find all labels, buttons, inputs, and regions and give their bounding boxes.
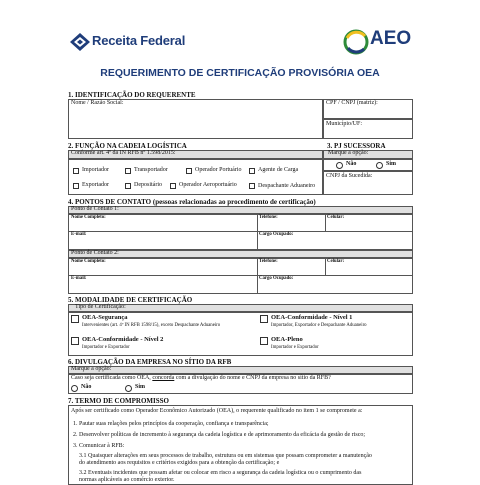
aeo-logo-text: AEO <box>370 28 412 49</box>
contato-1-email: E-mail: <box>71 232 87 237</box>
cpf-label: CPF / CNPJ (matriz): <box>326 100 378 106</box>
termo-compromisso <box>68 405 413 485</box>
tipo-certificacao: Tipo de Certificação: <box>68 304 413 312</box>
nome-field[interactable] <box>68 99 323 139</box>
modalidade-name: OEA-Pleno <box>271 336 303 343</box>
termo-intro: Após ser certificado como Operador Econômico Autorizado (OEA), o requerente qualificado no item 1 se compromete a: <box>71 408 363 414</box>
checkbox-oea-pleno[interactable] <box>260 337 268 345</box>
modalidade-name: OEA-Conformidade - Nível 1 <box>271 314 353 321</box>
contato-1-telefone: Telefone: <box>259 215 278 220</box>
municipio-field[interactable] <box>323 119 413 139</box>
contato-2-label: Ponto de Contato 2: <box>68 250 413 258</box>
checkbox-depositario[interactable] <box>125 183 131 189</box>
termo-item: 1. Pautar suas relações pelos princípios da cooperação, confiança e transparência; <box>73 421 269 427</box>
modalidade-desc: Intervenientes (art. 4º IN RFB 1598/15), exceto Despachante Aduaneiro <box>82 323 221 328</box>
modalidade-name: OEA-Segurança <box>82 314 128 321</box>
modalidade-name: OEA-Conformidade - Nível 2 <box>82 336 164 343</box>
modalidade-desc: Importador, Exportador e Despachante Aduaneiro <box>271 323 367 328</box>
radio-divulgacao-sim[interactable] <box>125 385 132 392</box>
option-label: Despachante Aduaneiro <box>258 183 316 189</box>
radio-divulgacao-sim-label: Sim <box>135 384 146 390</box>
contato-2-email: E-mail: <box>71 276 87 281</box>
radio-nao[interactable] <box>336 162 343 169</box>
divulgacao-marque: Marque a opção: <box>68 366 413 374</box>
radio-divulgacao-nao-label: Não <box>81 384 92 390</box>
section-2-subtitle: Conforme art. 4º da IN RFB nº 1.598/2015: <box>68 150 323 159</box>
section-5-title: 5. MODALIDADE DE CERTIFICAÇÃO <box>68 296 193 304</box>
contato-1-nome: Nome Completo: <box>71 215 106 220</box>
contato-1-celular: Celular: <box>327 215 345 220</box>
divulgacao-question: Caso seja certificada como OEA, concorda com a divulgação do nome e CNPJ da empresa no sítio da RFB? <box>71 375 331 381</box>
modalidade-desc: Importador e Exportador <box>271 345 319 350</box>
pj-options <box>323 159 413 171</box>
termo-item: 3.2 Eventuais incidentes que possam afetar ou colocar em risco a segurança da cadeia logística ou o cumprimento das <box>79 470 362 476</box>
termo-item: 2. Desenvolver políticas de incremento à segurança da cadeia logística e de aprimoramento da eficácia da gestão de risco; <box>73 432 366 438</box>
radio-sim[interactable] <box>376 162 383 169</box>
option-label: Depositário <box>134 182 162 188</box>
option-label: Agente de Carga <box>258 167 299 173</box>
checkbox-agente-carga[interactable] <box>249 168 255 174</box>
cpf-field[interactable] <box>323 99 413 119</box>
radio-sim-label: Sim <box>386 161 397 167</box>
termo-item: 3.1 Quaisquer alterações em seus processos de trabalho, estrutura ou em sistemas que possam comprometer a manutenção <box>79 453 372 459</box>
checkbox-operador-aeroportuario[interactable] <box>170 183 176 189</box>
contato-1-block <box>68 214 413 250</box>
section-1-title: 1. IDENTIFICAÇÃO DO REQUERENTE <box>68 91 196 99</box>
contato-2-nome: Nome Completo: <box>71 259 106 264</box>
cnpj-sucedida-label: CNPJ da Sucedida: <box>326 173 373 179</box>
pj-marque: Marque a opção: <box>323 150 413 159</box>
section-6-title: 6. DIVULGAÇÃO DA EMPRESA NO SÍTIO DA RFB <box>68 358 232 366</box>
cnpj-sucedida-field[interactable] <box>323 171 413 195</box>
termo-item: do atendimento aos requisitos e critérios exigidos para a obtenção da certificação; e <box>79 460 280 466</box>
municipio-label: Município/UF: <box>326 121 363 127</box>
option-label: Transportador <box>134 167 168 173</box>
section-4-title: 4. PONTOS DE CONTATO (pessoas relacionadas ao procedimento de certificação) <box>68 198 316 206</box>
radio-nao-label: Não <box>346 161 357 167</box>
option-label: Operador Portuário <box>195 167 242 173</box>
option-label: Exportador <box>82 182 109 188</box>
contato-1-label: Ponto de Contato 1: <box>68 206 413 214</box>
aeo-logo <box>342 26 414 60</box>
checkbox-transportador[interactable] <box>125 168 131 174</box>
checkbox-oea-seguranca[interactable] <box>71 315 79 323</box>
divulgacao-block <box>68 374 413 394</box>
contato-2-block <box>68 258 413 294</box>
contato-2-celular: Celular: <box>327 259 345 264</box>
checkbox-oea-conformidade-2[interactable] <box>71 337 79 345</box>
termo-item: normas aplicáveis ao comércio exterior. <box>79 477 175 483</box>
checkbox-operador-portuario[interactable] <box>186 168 192 174</box>
checkbox-despachante[interactable] <box>249 183 255 189</box>
contato-1-cargo: Cargo Ocupado: <box>259 232 294 237</box>
section-7-title: 7. TERMO DE COMPROMISSO <box>68 397 169 405</box>
radio-divulgacao-nao[interactable] <box>71 385 78 392</box>
checkbox-exportador[interactable] <box>73 183 79 189</box>
contato-2-cargo: Cargo Ocupado: <box>259 276 294 281</box>
page-title: REQUERIMENTO DE CERTIFICAÇÃO PROVISÓRIA OEA <box>100 67 380 79</box>
contato-2-telefone: Telefone: <box>259 259 278 264</box>
termo-item: 3. Comunicar à RFB: <box>73 443 125 449</box>
section-2-title: 2. FUNÇÃO NA CADEIA LOGÍSTICA <box>68 142 187 150</box>
modalidade-desc: Importador e Exportador <box>82 345 130 350</box>
org-name: Receita Federal <box>92 33 186 48</box>
checkbox-oea-conformidade-1[interactable] <box>260 315 268 323</box>
option-label: Operador Aeroportuário <box>179 182 237 188</box>
nome-label: Nome / Razão Social: <box>71 100 124 106</box>
funcao-options <box>68 159 323 195</box>
option-label: Importador <box>82 167 109 173</box>
section-3-title: 3. PJ SUCESSORA <box>327 142 386 150</box>
modalidade-options <box>68 312 413 356</box>
checkbox-importador[interactable] <box>73 168 79 174</box>
